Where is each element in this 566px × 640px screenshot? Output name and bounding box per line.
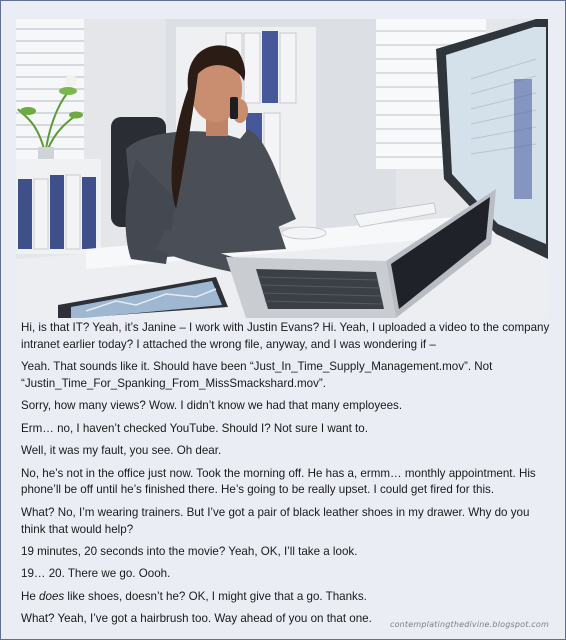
story-text-before: He bbox=[21, 589, 40, 603]
office-photo bbox=[16, 19, 548, 318]
story-paragraph: 19… 20. There we go. Oooh. bbox=[21, 567, 171, 581]
story-paragraph: Hi, is that IT? Yeah, it’s Janine – I work with Justin Evans? Hi. Yeah, I uploaded a video to the company intranet earlier today? I attached the wrong file, anyway, and I was wondering if – bbox=[21, 321, 550, 351]
story-paragraph: No, he’s not in the office just now. Took the morning off. He has a, ermm… monthly appointment. His phone’ll be off until he’s finished there. He’s going to be really upset. I could get fired for this. bbox=[21, 466, 536, 497]
story-paragraph: Erm… no, I haven’t checked YouTube. Should I? Not sure I want to. bbox=[21, 421, 368, 435]
blog-caption: contemplatingthedivine.blogspot.com bbox=[389, 620, 549, 629]
story-paragraph: 19 minutes, 20 seconds into the movie? Yeah, OK, I’ll take a look. bbox=[21, 544, 358, 558]
office-scene-illustration bbox=[16, 19, 548, 318]
story-paragraph: What? No, I’m wearing trainers. But I’ve got a pair of black leather shoes in my drawer. Why do you think that would help? bbox=[21, 505, 530, 536]
story-paragraph-emphasis bbox=[21, 589, 551, 606]
story-paragraph: What? Yeah, I’ve got a hairbrush too. Way ahead of you on that one. bbox=[21, 612, 372, 626]
story-text bbox=[21, 320, 551, 633]
story-text-after: like shoes, doesn’t he? OK, I might give that a go. Thanks. bbox=[64, 589, 367, 603]
story-paragraph: Sorry, how many views? Wow. I didn’t know we had that many employees. bbox=[21, 399, 403, 413]
story-paragraph: Yeah. That sounds like it. Should have been “Just_In_Time_Supply_Management.mov”. Not “Justin_Time_For_Spanking_From_MissSmackshard.mov”. bbox=[21, 360, 493, 390]
story-paragraph: Well, it was my fault, you see. Oh dear. bbox=[21, 444, 222, 458]
story-emphasis: does bbox=[39, 589, 65, 603]
